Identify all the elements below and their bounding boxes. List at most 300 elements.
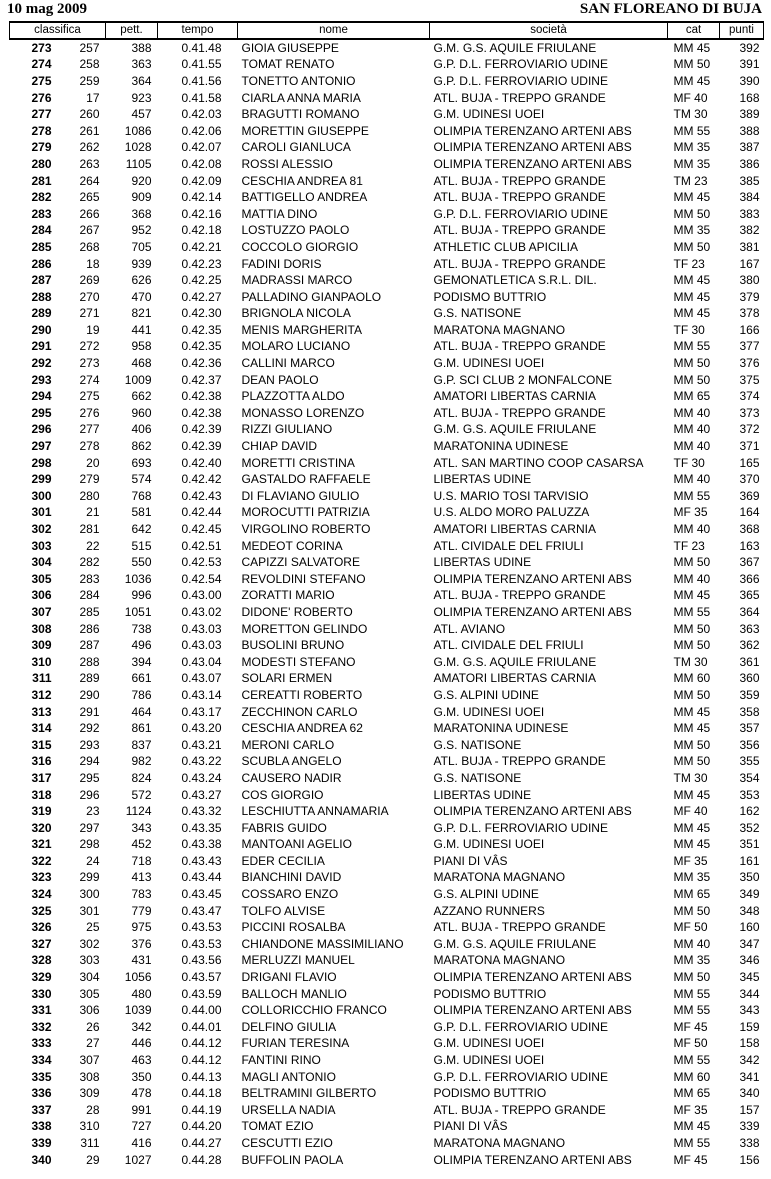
- category-rank-cell: 265: [79, 190, 100, 205]
- table-row: [10, 588, 764, 605]
- time-cell: 0.42.09: [181, 173, 222, 188]
- athlete-name-cell: MONASSO LORENZO: [241, 405, 365, 420]
- table-row: [10, 471, 764, 488]
- time-cell: 0.41.55: [181, 57, 222, 72]
- club-cell: ATL. BUJA - TREPPO GRANDE: [433, 339, 606, 354]
- points-cell: 342: [739, 1053, 760, 1068]
- overall-rank-cell: 274: [31, 57, 52, 72]
- overall-rank-cell: 306: [31, 588, 52, 603]
- overall-rank-cell: 335: [31, 1069, 52, 1084]
- table-row: [10, 388, 764, 405]
- bib-number-cell: 738: [131, 621, 152, 636]
- results-table: [9, 21, 764, 1168]
- points-cell: 360: [739, 671, 760, 686]
- athlete-name-cell: ZORATTI MARIO: [241, 588, 335, 603]
- category-rank-cell: 300: [79, 887, 100, 902]
- category-cell: MM 35: [673, 223, 711, 238]
- time-cell: 0.44.28: [181, 1152, 222, 1167]
- table-row: [10, 173, 764, 190]
- points-cell: 362: [739, 638, 760, 653]
- overall-rank-cell: 273: [31, 40, 52, 55]
- athlete-name-cell: LESCHIUTTA ANNAMARIA: [241, 804, 389, 819]
- club-cell: G.M. UDINESI UOEI: [433, 1053, 545, 1068]
- overall-rank-cell: 315: [31, 737, 52, 752]
- table-row: [10, 39, 764, 57]
- overall-rank-cell: 275: [31, 73, 52, 88]
- category-rank-cell: 282: [79, 555, 100, 570]
- category-rank-cell: 274: [79, 372, 100, 387]
- overall-rank-cell: 278: [31, 123, 52, 138]
- points-cell: 358: [739, 704, 760, 719]
- athlete-name-cell: MAGLI ANTONIO: [241, 1069, 336, 1084]
- bib-number-cell: 862: [131, 439, 152, 454]
- points-cell: 348: [739, 903, 760, 918]
- time-cell: 0.42.40: [181, 455, 222, 470]
- time-cell: 0.42.54: [181, 571, 222, 586]
- time-cell: 0.43.38: [181, 837, 222, 852]
- bib-number-cell: 960: [131, 405, 152, 420]
- athlete-name-cell: CAROLI GIANLUCA: [241, 140, 351, 155]
- overall-rank-cell: 322: [31, 853, 52, 868]
- bib-number-cell: 376: [131, 936, 152, 951]
- table-row: [10, 455, 764, 472]
- points-cell: 165: [739, 455, 760, 470]
- table-row: [10, 953, 764, 970]
- category-cell: MM 50: [673, 555, 711, 570]
- bib-number-cell: 515: [131, 538, 152, 553]
- time-cell: 0.43.03: [181, 621, 222, 636]
- category-cell: MM 45: [673, 721, 711, 736]
- bib-number-cell: 693: [131, 455, 152, 470]
- points-cell: 384: [739, 190, 760, 205]
- club-cell: ATL. BUJA - TREPPO GRANDE: [433, 90, 606, 105]
- table-row: [10, 986, 764, 1003]
- overall-rank-cell: 290: [31, 322, 52, 337]
- table-row: [10, 969, 764, 986]
- time-cell: 0.42.21: [181, 239, 222, 254]
- bib-number-cell: 786: [131, 687, 152, 702]
- athlete-name-cell: CEREATTI ROBERTO: [241, 687, 363, 702]
- time-cell: 0.42.38: [181, 389, 222, 404]
- table-row: [10, 1135, 764, 1152]
- time-cell: 0.42.03: [181, 107, 222, 122]
- club-cell: G.M. UDINESI UOEI: [433, 704, 545, 719]
- athlete-name-cell: CIARLA ANNA MARIA: [241, 90, 361, 105]
- points-cell: 163: [739, 538, 760, 553]
- athlete-name-cell: DI FLAVIANO GIULIO: [241, 488, 360, 503]
- athlete-name-cell: BELTRAMINI GILBERTO: [241, 1086, 377, 1101]
- athlete-name-cell: GIOIA GIUSEPPE: [241, 40, 339, 55]
- category-cell: TM 23: [673, 173, 708, 188]
- athlete-name-cell: MANTOANI AGELIO: [241, 837, 352, 852]
- category-cell: MM 45: [673, 704, 711, 719]
- category-cell: MM 50: [673, 356, 711, 371]
- table-row: [10, 770, 764, 787]
- points-cell: 160: [739, 920, 760, 935]
- time-cell: 0.43.57: [181, 970, 222, 985]
- category-rank-cell: 289: [79, 671, 100, 686]
- table-row: [10, 521, 764, 538]
- table-row: [10, 604, 764, 621]
- time-cell: 0.42.18: [181, 223, 222, 238]
- overall-rank-cell: 319: [31, 804, 52, 819]
- overall-rank-cell: 325: [31, 903, 52, 918]
- points-cell: 388: [739, 123, 760, 138]
- category-rank-cell: 292: [79, 721, 100, 736]
- athlete-name-cell: MORETTON GELINDO: [241, 621, 368, 636]
- overall-rank-cell: 314: [31, 721, 52, 736]
- time-cell: 0.42.07: [181, 140, 222, 155]
- category-rank-cell: 257: [79, 40, 100, 55]
- club-cell: G.P. D.L. FERROVIARIO UDINE: [433, 1069, 608, 1084]
- club-cell: PIANI DI VÂS: [433, 853, 508, 868]
- points-cell: 368: [739, 522, 760, 537]
- athlete-name-cell: TOLFO ALVISE: [241, 903, 326, 918]
- bib-number-cell: 452: [131, 837, 152, 852]
- athlete-name-cell: CAUSERO NADIR: [241, 770, 342, 785]
- bib-number-cell: 441: [131, 322, 152, 337]
- category-cell: MM 45: [673, 73, 711, 88]
- points-cell: 369: [739, 488, 760, 503]
- points-cell: 357: [739, 721, 760, 736]
- time-cell: 0.42.37: [181, 372, 222, 387]
- overall-rank-cell: 276: [31, 90, 52, 105]
- points-cell: 370: [739, 472, 760, 487]
- category-cell: MM 50: [673, 903, 711, 918]
- table-row: [10, 571, 764, 588]
- athlete-name-cell: SCUBLA ANGELO: [241, 754, 342, 769]
- bib-number-cell: 1036: [124, 571, 152, 586]
- table-row: [10, 1069, 764, 1086]
- club-cell: G.S. ALPINI UDINE: [433, 687, 539, 702]
- time-cell: 0.42.25: [181, 273, 222, 288]
- club-cell: G.S. NATISONE: [433, 306, 522, 321]
- bib-number-cell: 457: [131, 107, 152, 122]
- column-header-nome: nome: [238, 22, 430, 39]
- bib-number-cell: 705: [131, 239, 152, 254]
- points-cell: 386: [739, 156, 760, 171]
- athlete-name-cell: BATTIGELLO ANDREA: [241, 190, 368, 205]
- club-cell: G.M. UDINESI UOEI: [433, 107, 545, 122]
- athlete-name-cell: MOLARO LUCIANO: [241, 339, 351, 354]
- category-rank-cell: 273: [79, 356, 100, 371]
- category-cell: MM 55: [673, 604, 711, 619]
- time-cell: 0.43.21: [181, 737, 222, 752]
- time-cell: 0.44.19: [181, 1102, 222, 1117]
- table-row: [10, 57, 764, 74]
- time-cell: 0.43.56: [181, 953, 222, 968]
- overall-rank-cell: 295: [31, 405, 52, 420]
- time-cell: 0.44.12: [181, 1053, 222, 1068]
- overall-rank-cell: 330: [31, 986, 52, 1001]
- overall-rank-cell: 298: [31, 455, 52, 470]
- category-cell: MM 40: [673, 405, 711, 420]
- time-cell: 0.43.14: [181, 687, 222, 702]
- time-cell: 0.42.06: [181, 123, 222, 138]
- bib-number-cell: 626: [131, 273, 152, 288]
- athlete-name-cell: DELFINO GIULIA: [241, 1019, 337, 1034]
- category-cell: MM 40: [673, 571, 711, 586]
- overall-rank-cell: 283: [31, 206, 52, 221]
- club-cell: ATL. BUJA - TREPPO GRANDE: [433, 754, 606, 769]
- points-cell: 339: [739, 1119, 760, 1134]
- athlete-name-cell: MENIS MARGHERITA: [241, 322, 362, 337]
- club-cell: LIBERTAS UDINE: [433, 787, 532, 802]
- time-cell: 0.42.53: [181, 555, 222, 570]
- category-cell: MM 55: [673, 488, 711, 503]
- category-cell: MM 45: [673, 1119, 711, 1134]
- athlete-name-cell: COSSARO ENZO: [241, 887, 339, 902]
- bib-number-cell: 642: [131, 522, 152, 537]
- category-cell: MM 65: [673, 887, 711, 902]
- category-cell: MF 40: [673, 804, 708, 819]
- bib-number-cell: 952: [131, 223, 152, 238]
- category-rank-cell: 303: [79, 953, 100, 968]
- table-row: [10, 1102, 764, 1119]
- category-rank-cell: 287: [79, 638, 100, 653]
- bib-number-cell: 413: [131, 870, 152, 885]
- bib-number-cell: 581: [131, 505, 152, 520]
- athlete-name-cell: CHIANDONE MASSIMILIANO: [241, 936, 404, 951]
- table-row: [10, 637, 764, 654]
- points-cell: 162: [739, 804, 760, 819]
- category-cell: MM 55: [673, 339, 711, 354]
- club-cell: OLIMPIA TERENZANO ARTENI ABS: [433, 1003, 632, 1018]
- club-cell: MARATONINA UDINESE: [433, 721, 569, 736]
- category-rank-cell: 301: [79, 903, 100, 918]
- club-cell: OLIMPIA TERENZANO ARTENI ABS: [433, 804, 632, 819]
- overall-rank-cell: 334: [31, 1053, 52, 1068]
- table-row: [10, 73, 764, 90]
- overall-rank-cell: 301: [31, 505, 52, 520]
- overall-rank-cell: 286: [31, 256, 52, 271]
- category-rank-cell: 309: [79, 1086, 100, 1101]
- table-row: [10, 1052, 764, 1069]
- category-cell: MM 35: [673, 156, 711, 171]
- bib-number-cell: 824: [131, 770, 152, 785]
- bib-number-cell: 939: [131, 256, 152, 271]
- category-rank-cell: 21: [86, 505, 100, 520]
- category-rank-cell: 291: [79, 704, 100, 719]
- column-header-pett: pett.: [106, 22, 158, 39]
- column-header-punti: punti: [720, 22, 764, 39]
- club-cell: G.M. UDINESI UOEI: [433, 356, 545, 371]
- points-cell: 352: [739, 820, 760, 835]
- category-rank-cell: 25: [86, 920, 100, 935]
- category-cell: MM 55: [673, 1135, 711, 1150]
- table-row: [10, 156, 764, 173]
- points-cell: 373: [739, 405, 760, 420]
- table-row: [10, 438, 764, 455]
- category-rank-cell: 306: [79, 1003, 100, 1018]
- bib-number-cell: 923: [131, 90, 152, 105]
- club-cell: G.S. ALPINI UDINE: [433, 887, 539, 902]
- table-row: [10, 239, 764, 256]
- category-cell: MM 55: [673, 986, 711, 1001]
- overall-rank-cell: 277: [31, 107, 52, 122]
- table-row: [10, 140, 764, 157]
- club-cell: MARATONINA UDINESE: [433, 439, 569, 454]
- athlete-name-cell: BALLOCH MANLIO: [241, 986, 347, 1001]
- time-cell: 0.42.23: [181, 256, 222, 271]
- category-rank-cell: 18: [86, 256, 100, 271]
- club-cell: MARATONA MAGNANO: [433, 322, 566, 337]
- category-rank-cell: 308: [79, 1069, 100, 1084]
- points-cell: 392: [739, 40, 760, 55]
- category-rank-cell: 264: [79, 173, 100, 188]
- time-cell: 0.44.01: [181, 1019, 222, 1034]
- club-cell: ATL. CIVIDALE DEL FRIULI: [433, 638, 584, 653]
- overall-rank-cell: 307: [31, 604, 52, 619]
- category-rank-cell: 269: [79, 273, 100, 288]
- category-rank-cell: 268: [79, 239, 100, 254]
- club-cell: G.P. D.L. FERROVIARIO UDINE: [433, 57, 608, 72]
- points-cell: 364: [739, 604, 760, 619]
- athlete-name-cell: MERLUZZI MANUEL: [241, 953, 355, 968]
- category-rank-cell: 17: [86, 90, 100, 105]
- points-cell: 347: [739, 936, 760, 951]
- bib-number-cell: 1105: [125, 156, 152, 171]
- category-cell: MM 65: [673, 389, 711, 404]
- bib-number-cell: 779: [131, 903, 152, 918]
- time-cell: 0.44.20: [181, 1119, 222, 1134]
- bib-number-cell: 342: [131, 1019, 152, 1034]
- points-cell: 372: [739, 422, 760, 437]
- overall-rank-cell: 296: [31, 422, 52, 437]
- bib-number-cell: 574: [131, 472, 152, 487]
- time-cell: 0.42.27: [181, 289, 222, 304]
- points-cell: 341: [739, 1069, 760, 1084]
- category-rank-cell: 284: [79, 588, 100, 603]
- club-cell: ATL. BUJA - TREPPO GRANDE: [433, 256, 606, 271]
- bib-number-cell: 1124: [125, 804, 152, 819]
- time-cell: 0.44.12: [181, 1036, 222, 1051]
- overall-rank-cell: 299: [31, 472, 52, 487]
- category-rank-cell: 299: [79, 870, 100, 885]
- overall-rank-cell: 323: [31, 870, 52, 885]
- bib-number-cell: 343: [131, 820, 152, 835]
- athlete-name-cell: URSELLA NADIA: [241, 1102, 336, 1117]
- category-cell: MM 45: [673, 588, 711, 603]
- club-cell: G.M. G.S. AQUILE FRIULANE: [433, 936, 597, 951]
- club-cell: AZZANO RUNNERS: [433, 903, 545, 918]
- club-cell: AMATORI LIBERTAS CARNIA: [433, 671, 596, 686]
- overall-rank-cell: 309: [31, 638, 52, 653]
- category-rank-cell: 271: [79, 306, 100, 321]
- club-cell: G.P. SCI CLUB 2 MONFALCONE: [433, 372, 612, 387]
- athlete-name-cell: EDER CECILIA: [241, 853, 325, 868]
- club-cell: ATL. BUJA - TREPPO GRANDE: [433, 920, 606, 935]
- points-cell: 371: [739, 439, 760, 454]
- points-cell: 390: [739, 73, 760, 88]
- athlete-name-cell: MORETTI CRISTINA: [241, 455, 355, 470]
- table-row: [10, 488, 764, 505]
- time-cell: 0.42.35: [181, 339, 222, 354]
- category-cell: TF 30: [673, 455, 705, 470]
- athlete-name-cell: RIZZI GIULIANO: [241, 422, 333, 437]
- bib-number-cell: 727: [131, 1119, 152, 1134]
- table-row: [10, 671, 764, 688]
- athlete-name-cell: ZECCHINON CARLO: [241, 704, 358, 719]
- category-cell: MM 65: [673, 1086, 711, 1101]
- overall-rank-cell: 327: [31, 936, 52, 951]
- category-rank-cell: 285: [79, 604, 100, 619]
- athlete-name-cell: CALLINI MARCO: [241, 356, 335, 371]
- club-cell: OLIMPIA TERENZANO ARTENI ABS: [433, 1152, 632, 1167]
- table-row: [10, 1019, 764, 1036]
- points-cell: 389: [739, 107, 760, 122]
- bib-number-cell: 368: [131, 206, 152, 221]
- club-cell: PODISMO BUTTRIO: [433, 1086, 547, 1101]
- athlete-name-cell: COS GIORGIO: [241, 787, 324, 802]
- table-row: [10, 372, 764, 389]
- points-cell: 338: [739, 1135, 760, 1150]
- category-rank-cell: 266: [79, 206, 100, 221]
- athlete-name-cell: TONETTO ANTONIO: [241, 73, 356, 88]
- time-cell: 0.43.27: [181, 787, 222, 802]
- overall-rank-cell: 312: [31, 687, 52, 702]
- overall-rank-cell: 329: [31, 970, 52, 985]
- overall-rank-cell: 285: [31, 239, 52, 254]
- athlete-name-cell: CAPIZZI SALVATORE: [241, 555, 360, 570]
- category-cell: TM 30: [673, 654, 708, 669]
- time-cell: 0.43.20: [181, 721, 222, 736]
- table-row: [10, 886, 764, 903]
- athlete-name-cell: ROSSI ALESSIO: [241, 156, 333, 171]
- category-cell: MM 40: [673, 422, 711, 437]
- time-cell: 0.42.39: [181, 439, 222, 454]
- overall-rank-cell: 311: [32, 671, 52, 686]
- time-cell: 0.43.17: [181, 704, 222, 719]
- time-cell: 0.44.13: [181, 1069, 222, 1084]
- bib-number-cell: 909: [131, 190, 152, 205]
- category-cell: MM 40: [673, 472, 711, 487]
- athlete-name-cell: VIRGOLINO ROBERTO: [241, 522, 371, 537]
- time-cell: 0.42.38: [181, 405, 222, 420]
- table-row: [10, 106, 764, 123]
- table-row: [10, 903, 764, 920]
- bib-number-cell: 364: [131, 73, 152, 88]
- category-rank-cell: 261: [79, 123, 100, 138]
- category-cell: MM 50: [673, 239, 711, 254]
- overall-rank-cell: 336: [31, 1086, 52, 1101]
- points-cell: 383: [739, 206, 760, 221]
- category-cell: MM 50: [673, 970, 711, 985]
- table-row: [10, 803, 764, 820]
- points-cell: 157: [739, 1102, 760, 1117]
- athlete-name-cell: FANTINI RINO: [241, 1053, 321, 1068]
- table-row: [10, 289, 764, 306]
- athlete-name-cell: BUFFOLIN PAOLA: [241, 1152, 344, 1167]
- column-header-cat: cat: [668, 22, 720, 39]
- overall-rank-cell: 281: [31, 173, 52, 188]
- club-cell: G.P. D.L. FERROVIARIO UDINE: [433, 206, 608, 221]
- points-cell: 166: [739, 322, 760, 337]
- points-cell: 168: [739, 90, 760, 105]
- category-cell: MM 35: [673, 140, 711, 155]
- athlete-name-cell: PLAZZOTTA ALDO: [241, 389, 345, 404]
- category-cell: MM 50: [673, 754, 711, 769]
- bib-number-cell: 464: [131, 704, 152, 719]
- table-row: [10, 820, 764, 837]
- points-cell: 355: [739, 754, 760, 769]
- club-cell: PIANI DI VÂS: [433, 1119, 508, 1134]
- club-cell: G.M. UDINESI UOEI: [433, 1036, 545, 1051]
- bib-number-cell: 768: [131, 488, 152, 503]
- time-cell: 0.42.44: [181, 505, 222, 520]
- athlete-name-cell: MADRASSI MARCO: [241, 273, 353, 288]
- table-row: [10, 538, 764, 555]
